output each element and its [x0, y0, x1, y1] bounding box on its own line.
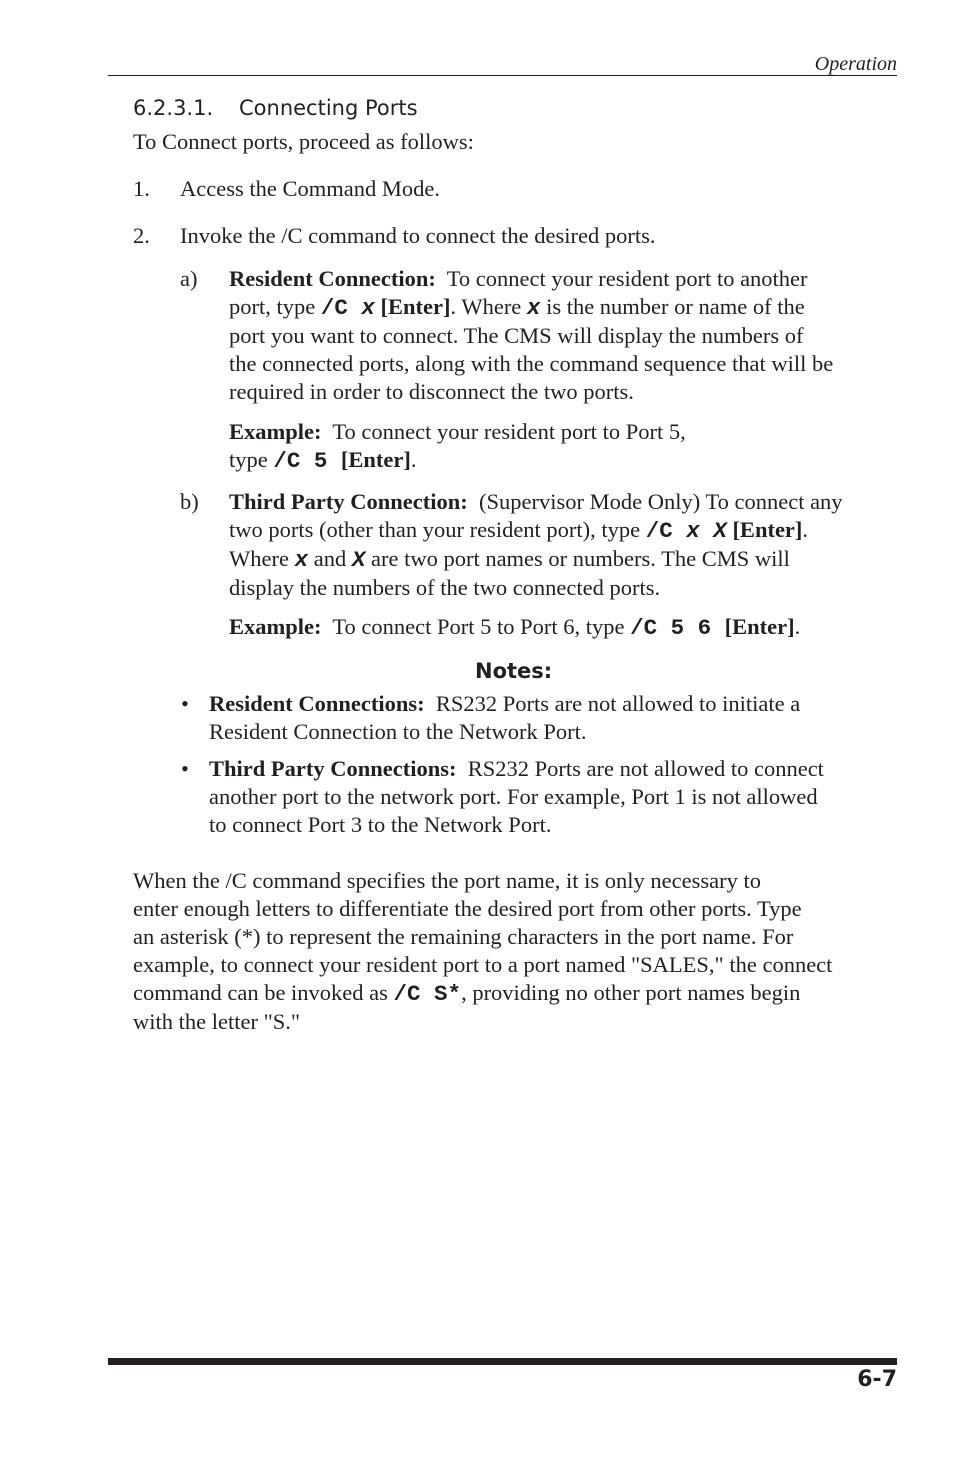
sub-a-body: [229, 265, 899, 406]
note-2-label: Third Party Connections:: [209, 756, 457, 781]
note-1: [209, 690, 800, 746]
step-2-text: Invoke the /C command to connect the desired ports.: [180, 223, 656, 248]
variable-text: x: [526, 295, 541, 321]
variable-text: x: [361, 295, 375, 321]
command-text: /C: [645, 518, 687, 544]
para-line-3: an asterisk (*) to represent the remaining characters in the port name. For: [133, 924, 794, 949]
sub-b-line-3-pre: Where: [229, 546, 295, 571]
sub-b-line-2-end: .: [802, 517, 809, 542]
note-1-label: Resident Connections:: [209, 691, 425, 716]
example-label: Example:: [229, 419, 322, 444]
sub-a-letter: a): [180, 266, 198, 291]
section-title: Connecting Ports: [239, 96, 418, 120]
enter-key: [Enter]: [340, 447, 411, 472]
step-2-number: 2.: [133, 223, 150, 248]
bullet: •: [181, 756, 189, 781]
footer-rule: [108, 1358, 897, 1365]
variable-text: x: [294, 547, 309, 573]
running-header: Operation: [814, 53, 897, 75]
sub-a-line-5: required in order to disconnect the two ports.: [229, 379, 634, 404]
para-line-5-pre: command can be invoked as: [133, 980, 394, 1005]
sub-a-line-2-post: is the number or name of the: [540, 294, 805, 319]
command-text: /C 5 6: [630, 615, 725, 641]
sub-a-example-type: type: [229, 447, 274, 472]
sub-a-line-1: To connect your resident port to another: [446, 266, 808, 291]
sub-b-line-2-pre: two ports (other than your resident port), type: [229, 517, 646, 542]
command-text: /C 5: [273, 448, 341, 474]
sub-b-label: Third Party Connection:: [229, 489, 468, 514]
sub-b-line-3-and: and: [308, 546, 352, 571]
command-text: /C: [320, 295, 362, 321]
intro-text: To Connect ports, proceed as follows:: [133, 129, 474, 154]
note-2-line-2: another port to the network port. For example, Port 1 is not allowed: [209, 784, 818, 809]
step-1-number: 1.: [133, 176, 150, 201]
header-rule: [108, 75, 897, 76]
bullet: •: [181, 691, 189, 716]
closing-paragraph: [133, 867, 832, 1036]
section-number: 6.2.3.1.: [133, 96, 214, 120]
notes-heading: Notes:: [475, 659, 553, 683]
note-1-line-1: RS232 Ports are not allowed to initiate a: [435, 691, 801, 716]
sub-b-example-end: .: [794, 614, 801, 639]
sub-a-label: Resident Connection:: [229, 266, 436, 291]
step-1-text: Access the Command Mode.: [180, 176, 440, 201]
sub-a-line-3: port you want to connect. The CMS will display the numbers of: [229, 323, 804, 348]
para-line-4: example, to connect your resident port to a port named "SALES," the connect: [133, 952, 833, 977]
note-2-line-1: RS232 Ports are not allowed to connect: [467, 756, 824, 781]
para-line-2: enter enough letters to differentiate the desired port from other ports. Type: [133, 896, 802, 921]
sub-b-example-text: To connect Port 5 to Port 6, type: [332, 614, 631, 639]
sub-a-example-end: .: [410, 447, 417, 472]
enter-key: [Enter]: [726, 517, 803, 542]
note-1-line-2: Resident Connection to the Network Port.: [209, 719, 587, 744]
section-heading: [133, 94, 418, 122]
sub-b-line-4: display the numbers of the two connected ports.: [229, 575, 661, 600]
command-text: /C S*: [393, 981, 462, 1007]
variable-text: X: [351, 547, 366, 573]
sub-a-line-4: the connected ports, along with the command sequence that will be: [229, 351, 834, 376]
sub-b-line-3-post: are two port names or numbers. The CMS will: [365, 546, 790, 571]
enter-key: [Enter]: [374, 294, 451, 319]
variable-text: x X: [686, 518, 727, 544]
example-label: Example:: [229, 614, 322, 639]
note-2-line-3: to connect Port 3 to the Network Port.: [209, 812, 552, 837]
sub-a-example: [229, 418, 686, 475]
para-line-1: When the /C command specifies the port name, it is only necessary to: [133, 868, 761, 893]
note-2: [209, 755, 824, 839]
enter-key: [Enter]: [724, 614, 795, 639]
sub-a-line-2-pre: port, type: [229, 294, 321, 319]
sub-b-letter: b): [180, 489, 199, 514]
sub-b-body: [229, 488, 899, 602]
sub-b-line-1: (Supervisor Mode Only) To connect any: [479, 489, 843, 514]
sub-b-example: [229, 613, 800, 642]
sub-a-example-line-1: To connect your resident port to Port 5,: [332, 419, 686, 444]
para-line-5-post: , providing no other port names begin: [461, 980, 801, 1005]
page-number: 6-7: [857, 1367, 897, 1392]
para-line-6: with the letter "S.": [133, 1009, 301, 1034]
sub-a-line-2-mid: . Where: [450, 294, 527, 319]
